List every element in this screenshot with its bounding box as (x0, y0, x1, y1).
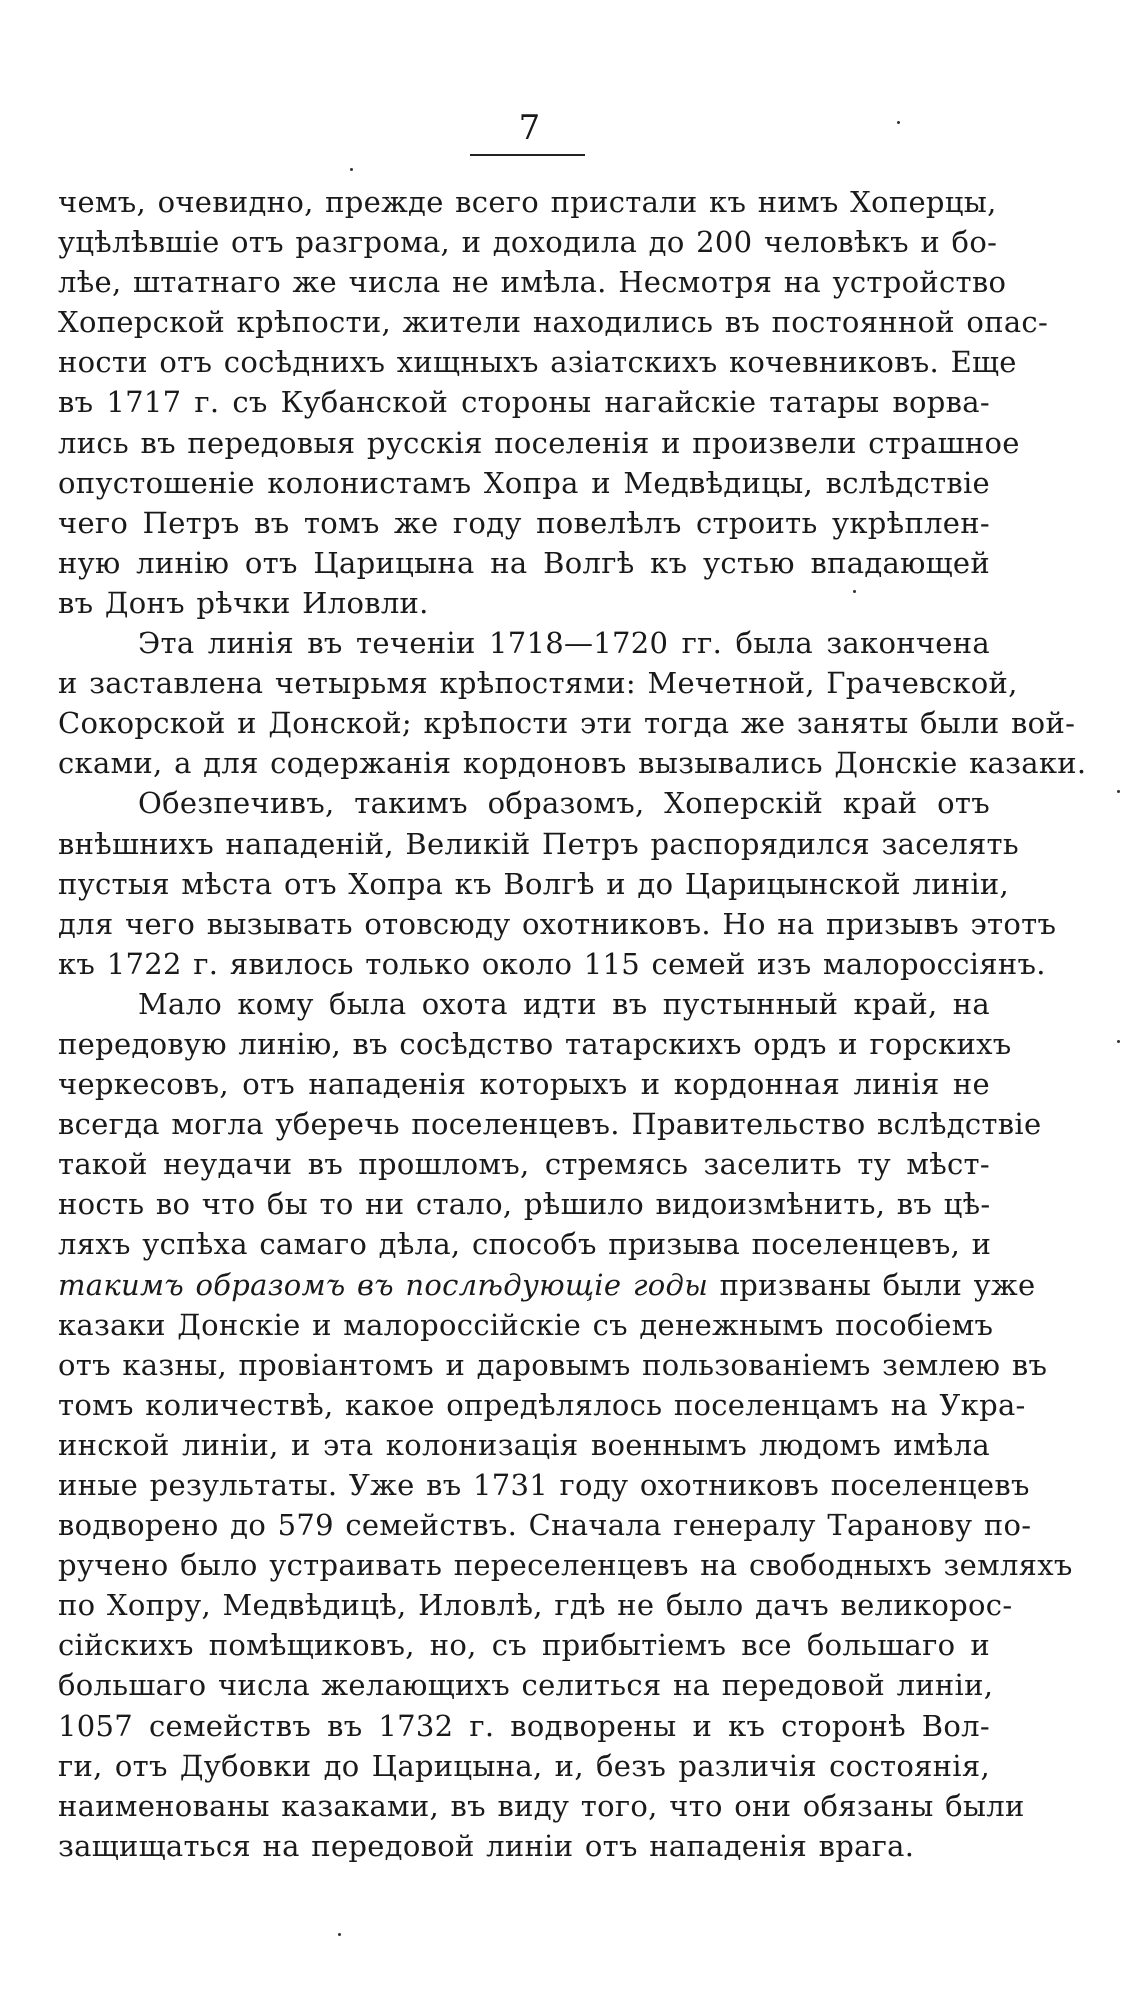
text-line: сками, а для содержанія кордоновъ вызывались Донскіе казаки. (58, 746, 1087, 781)
text-line: иные результаты. Уже въ 1731 году охотниковъ поселенцевъ (58, 1468, 1030, 1502)
text-line: всегда могла уберечь поселенцевъ. Правительство вслѣдствіе (58, 1107, 1042, 1142)
text-line: Обезпечивъ, такимъ образомъ, Хоперскій край отъ (138, 786, 990, 821)
text-line: передовую линію, въ сосѣдство татарскихъ ордъ и горскихъ (58, 1026, 1012, 1061)
text-line: ности отъ сосѣднихъ хищныхъ азіатскихъ кочевниковъ. Еще (58, 345, 1017, 380)
text-line: ную линію отъ Царицына на Волгѣ къ устью впадающей (58, 545, 990, 580)
text-line (58, 1265, 1036, 1305)
text-line: внѣшнихъ нападеній, Великій Петръ распорядился заселять (58, 826, 1019, 861)
text-line: уцѣлѣвшіе отъ разгрома, и доходила до 200 человѣкъ и бо- (58, 225, 998, 260)
text-line: чего Петръ въ томъ же году повелѣлъ строить укрѣплен- (58, 505, 990, 540)
text-line: чемъ, очевидно, прежде всего пристали къ нимъ Хоперцы, (58, 185, 997, 219)
text-line: казаки Донскіе и малороссійскіе съ денежнымъ пособіемъ (58, 1307, 994, 1342)
text-line: такой неудачи въ прошломъ, стремясь заселить ту мѣст- (58, 1147, 990, 1182)
page-number: 7 (518, 108, 542, 148)
scan-speck (338, 1933, 341, 1936)
text-line: инской линіи, и эта колонизація военнымъ людомъ имѣла (58, 1427, 990, 1462)
text-line: большаго числа желающихъ селиться на передовой линіи, (58, 1668, 994, 1703)
body-text (58, 182, 1087, 1866)
text-line: пустыя мѣста отъ Хопра къ Волгѣ и до Царицынской линіи, (58, 866, 1010, 901)
text-line: лѣе, штатнаго же числа не имѣла. Несмотря на устройство (58, 265, 1007, 300)
text-line: наименованы казаками, въ виду того, что они обязаны были (58, 1788, 1025, 1823)
text-line: по Хопру, Медвѣдицѣ, Иловлѣ, гдѣ не было дачъ великорос- (58, 1588, 1013, 1623)
text-line: водворено до 579 семействъ. Сначала генералу Таранову по- (58, 1508, 1032, 1543)
text-line: ручено было устраивать переселенцевъ на свободныхъ земляхъ (58, 1548, 1073, 1583)
text-line: черкесовъ, отъ нападенія которыхъ и кордонная линія не (58, 1067, 990, 1102)
text-line: ляхъ успѣха самаго дѣла, способъ призыва поселенцевъ, и (58, 1227, 992, 1262)
page-number-rule (470, 154, 585, 156)
text-line: въ Донъ рѣчки Иловли. (58, 585, 429, 620)
text-line: Эта линія въ теченіи 1718—1720 гг. была закончена (138, 626, 990, 661)
text-line: 1057 семействъ въ 1732 г. водворены и къ сторонѣ Вол- (58, 1708, 990, 1743)
text-line: лись въ передовыя русскія поселенія и произвели страшное (58, 425, 1020, 460)
line-text: призваны были уже (708, 1267, 1036, 1302)
text-line: и заставлена четырьмя крѣпостями: Мечетной, Грачевской, (58, 666, 1018, 701)
italic-phrase: такимъ образомъ въ послѣдующіе годы (58, 1267, 709, 1302)
text-line: сійскихъ помѣщиковъ, но, съ прибытіемъ все большаго и (58, 1628, 990, 1663)
text-line: ги, отъ Дубовки до Царицына, и, безъ различія состоянія, (58, 1748, 990, 1783)
scan-speck (853, 590, 856, 593)
text-line: Сокорской и Донской; крѣпости эти тогда же заняты были вой- (58, 706, 1076, 741)
text-line: въ 1717 г. съ Кубанской стороны нагайскіе татары ворва- (58, 385, 990, 420)
scan-speck (897, 121, 900, 124)
scan-speck (350, 168, 353, 171)
text-line: томъ количествѣ, какое опредѣлялось поселенцамъ на Укра- (58, 1387, 1026, 1422)
text-line: защищаться на передовой линіи отъ нападенія врага. (58, 1828, 915, 1863)
text-line: Мало кому была охота идти въ пустынный край, на (138, 986, 990, 1021)
text-line: опустошеніе колонистамъ Хопра и Медвѣдицы, вслѣдствіе (58, 465, 990, 500)
scan-speck (1117, 790, 1120, 793)
text-line: ность во что бы то ни стало, рѣшило видоизмѣнить, въ цѣ- (58, 1187, 991, 1222)
text-line: Хоперской крѣпости, жители находились въ постоянной опас- (58, 305, 1049, 340)
text-line: отъ казны, провіантомъ и даровымъ пользованіемъ землею въ (58, 1347, 1048, 1382)
text-line: къ 1722 г. явилось только около 115 семей изъ малороссіянъ. (58, 946, 1046, 981)
scan-speck (1117, 1040, 1120, 1043)
text-line: для чего вызывать отовсюду охотниковъ. Но на призывъ этотъ (58, 906, 1057, 941)
